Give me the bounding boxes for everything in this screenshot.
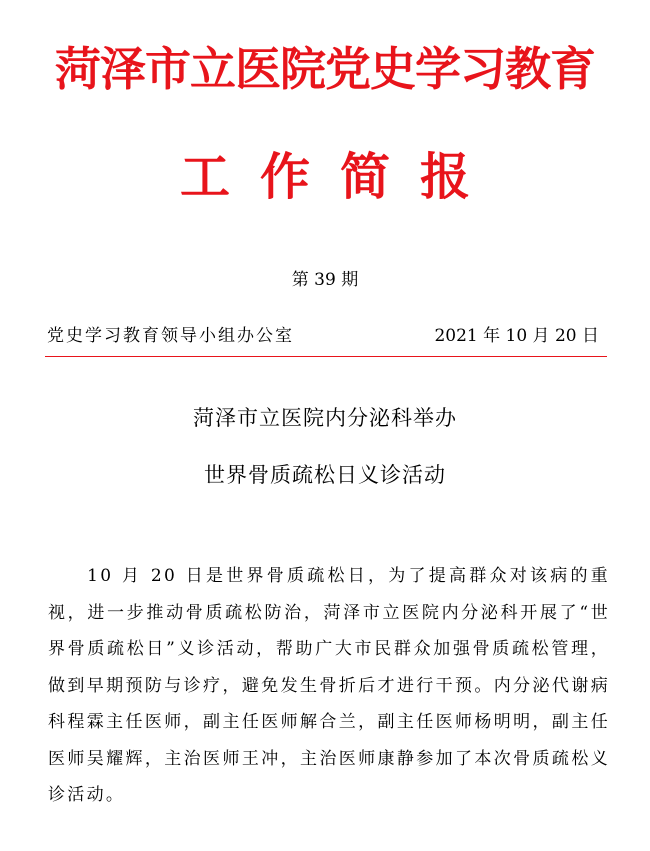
issue-date: 2021 年 10 月 20 日 xyxy=(434,326,599,346)
article-title-line-1: 菏泽市立医院内分泌科举办 xyxy=(193,406,457,430)
red-divider-line xyxy=(45,356,607,357)
article-body-paragraph: 10 月 20 日是世界骨质疏松日，为了提高群众对该病的重视，进一步推动骨质疏松防治，菏泽市立医院内分泌科开展了“世界骨质疏松日”义诊活动，帮助广大市民群众加强骨质疏松管理，做到早期预防与诊疗，避免发生骨折后才进行干预。内分泌代谢病科程霖主任医师，副主任医师解合兰，副主任医师杨明明，副主任医师吴耀辉，主治医师王冲，主治医师康静参加了本次骨质疏松义诊活动。 xyxy=(48,566,610,805)
issue-number: 第 39 期 xyxy=(291,270,359,290)
article-title-line-2: 世界骨质疏松日义诊活动 xyxy=(204,463,446,487)
issuer-office: 党史学习教育领导小组办公室 xyxy=(47,326,294,346)
masthead-subtitle: 工作简报 xyxy=(180,147,500,206)
masthead-title: 菏泽市立医院党史学习教育 xyxy=(55,42,595,96)
issuer-row xyxy=(47,324,607,348)
